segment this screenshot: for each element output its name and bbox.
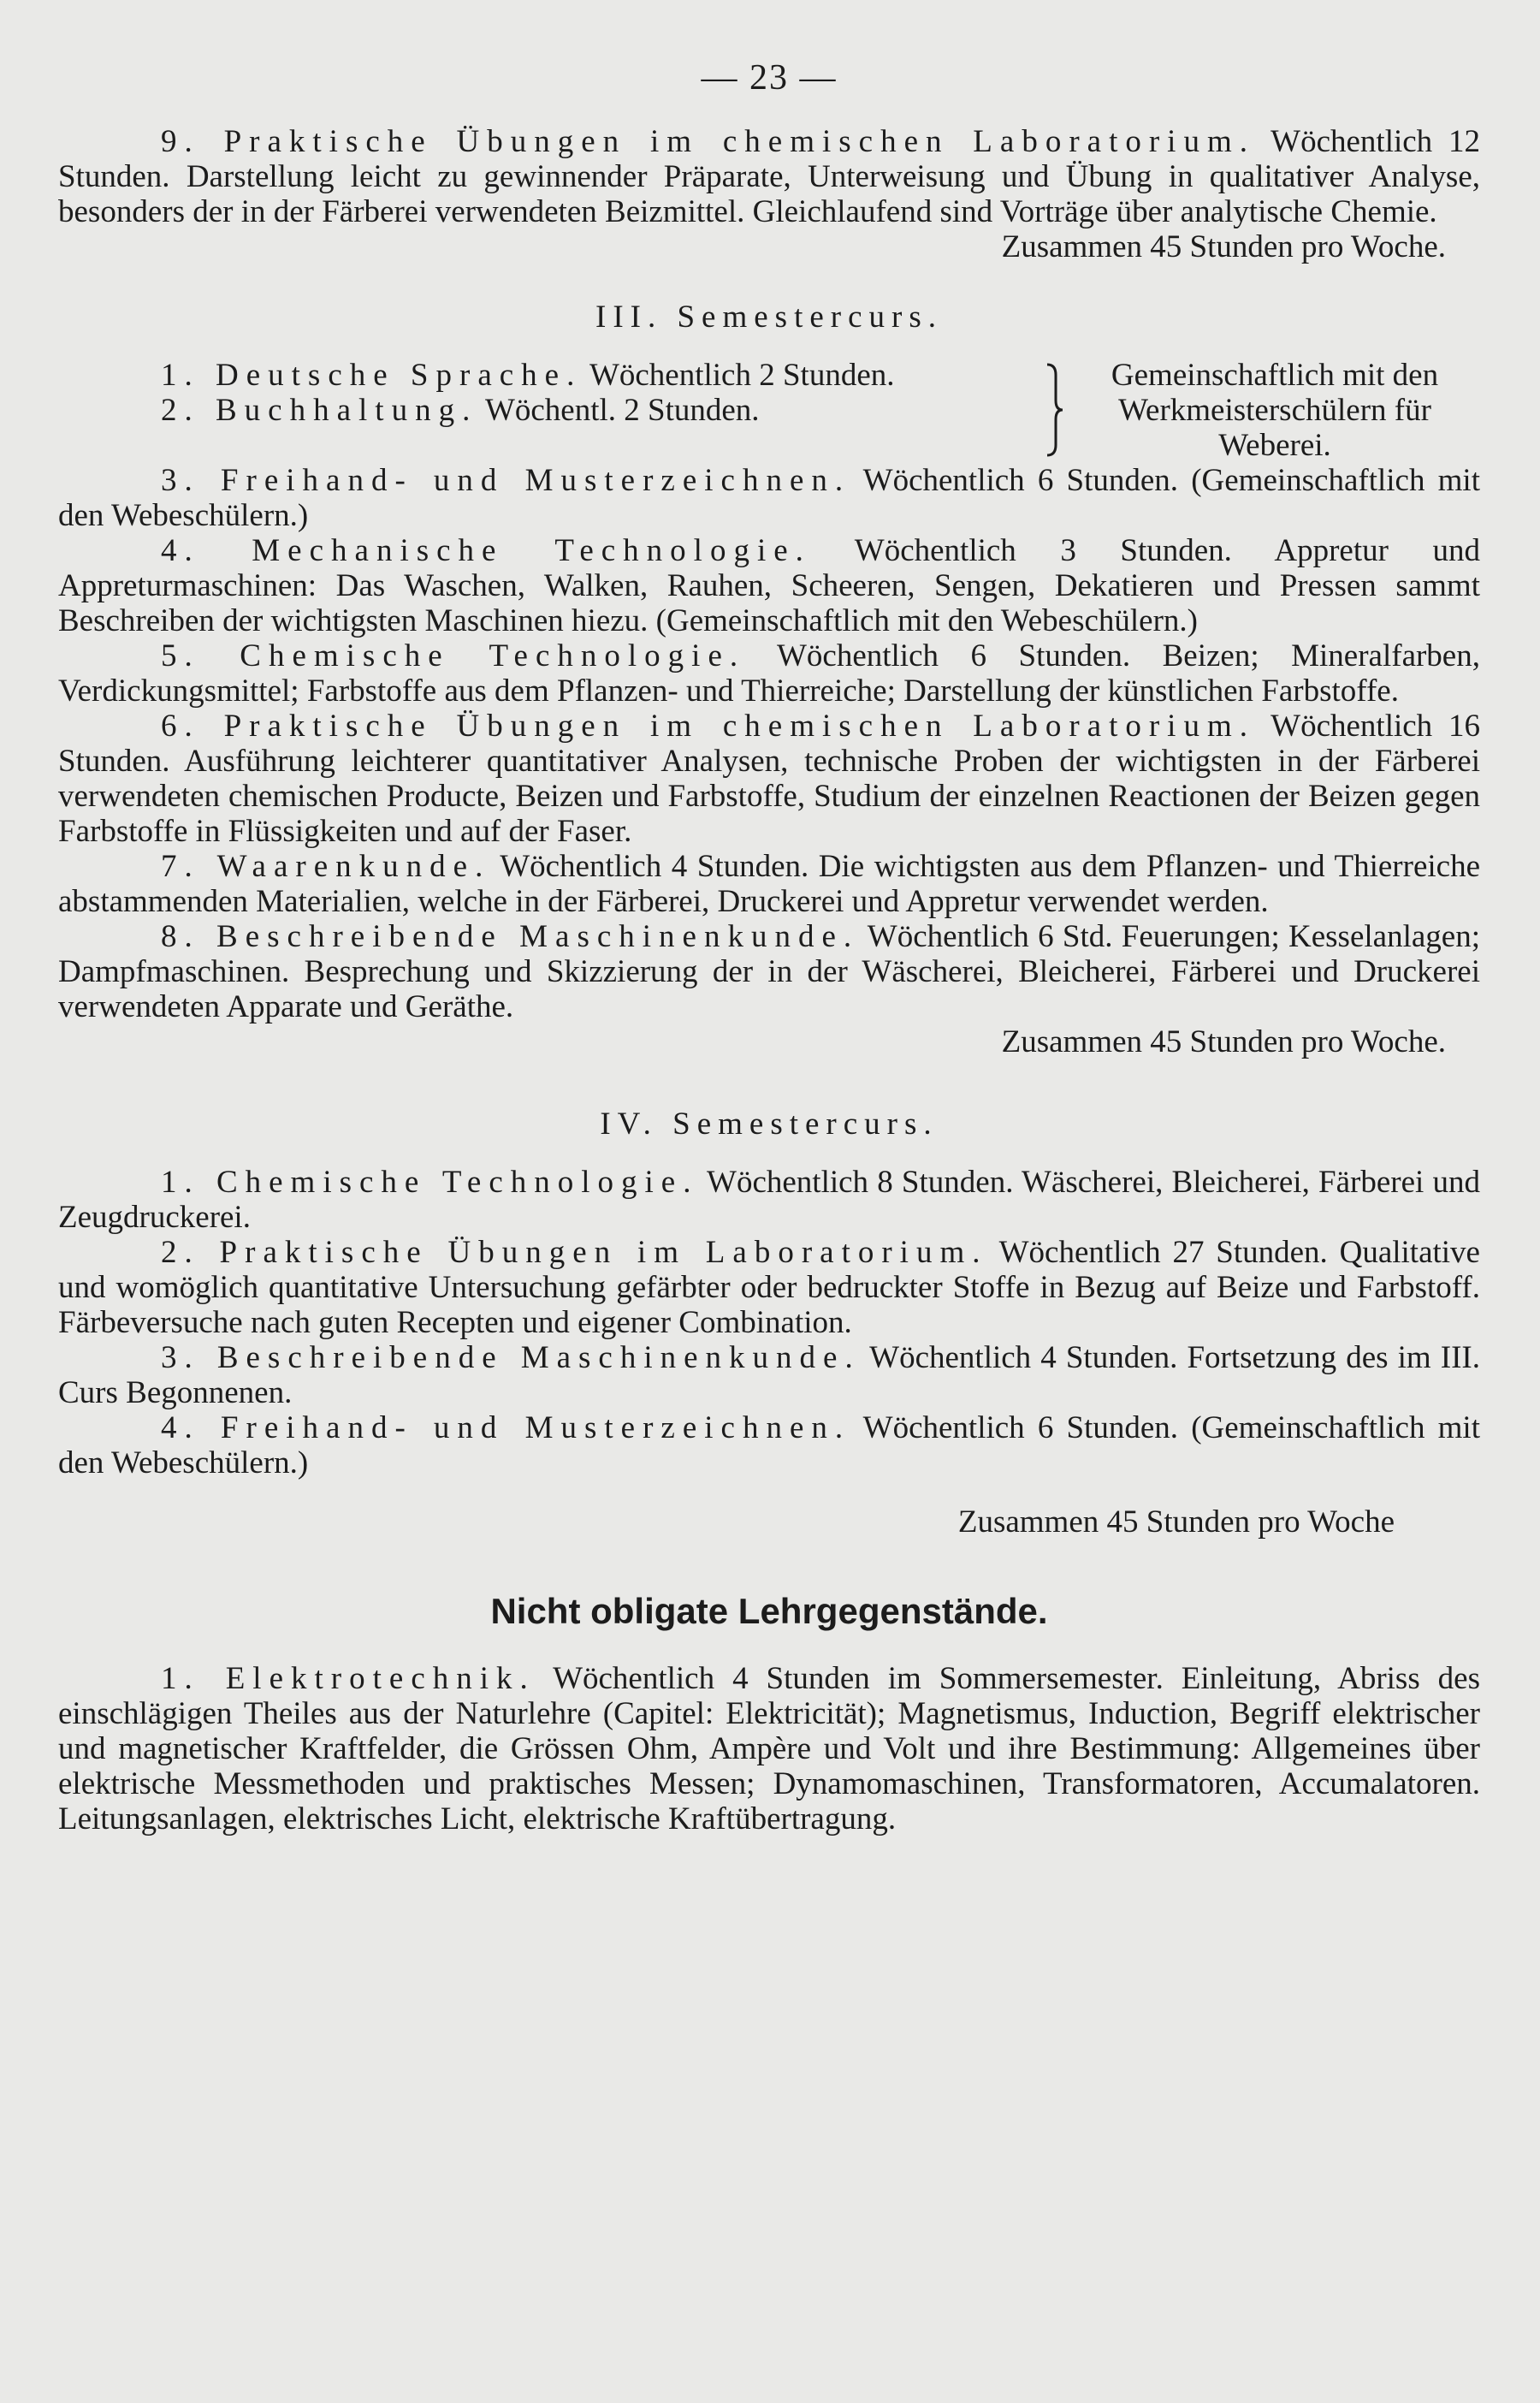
- list-item-heading: 2. Praktische Übungen im Laboratorium.: [161, 1235, 988, 1270]
- list-item: [58, 533, 1480, 638]
- list-item-text: Wöchentlich 2 Stunden.: [589, 358, 895, 393]
- list-item-text: Wöchentlich 4 Stunden. Fortsetzung des im III. Curs Begonnenen.: [58, 1340, 1481, 1410]
- semester3-title: III. Semestercurs.: [595, 300, 943, 335]
- semester3-shared-items: [58, 358, 1040, 463]
- list-item-heading: 3. Beschreibende Maschinenkunde.: [161, 1340, 861, 1375]
- list-item: [58, 919, 1480, 1024]
- list-item-heading: 1. Deutsche Sprache.: [161, 358, 583, 393]
- list-item-heading: 1. Elektrotechnik.: [161, 1661, 536, 1696]
- list-item-text: Wöchentlich 4 Stunden im Sommersemester. Einleitung, Abriss des einschlägigen Theiles aus der Naturlehre (Capitel: Elektricität); Magnetismus, Induction, Begriff elektrischer und magnetischer Kraftfelder, die Grössen Ohm, Ampère und Volt und ihre Bestimmung: Allgemeines über elektrische Messmethoden und praktisches Messen; Dynamomaschinen, Transformatoren, Accumalatoren. Leitungsanlagen, elektrisches Licht, elektrische Kraftübertragung.: [58, 1661, 1480, 1836]
- list-item: [58, 638, 1480, 709]
- list-item-heading: 5. Chemische Technologie.: [161, 638, 746, 673]
- list-item-text: Wöchentlich 3 Stunden. Appretur und Appreturmaschinen: Das Waschen, Walken, Rauhen, Scheeren, Sengen, Dekatieren und Pressen sammt Beschreiben der wichtigsten Maschinen hiezu. (Gemeinschaftlich mit den Webeschülern.): [58, 533, 1480, 638]
- semester4-total: Zusammen 45 Stunden pro Woche: [957, 1504, 1395, 1540]
- list-item: [58, 358, 1040, 393]
- list-item-text: Wöchentlich 27 Stunden. Qualitative und womöglich quantitative Untersuchung gefärbter oder bedruckter Stoffe in Bezug auf Beize und Farbstoff. Färbeversuche nach guten Recepten und eigener Combination.: [58, 1235, 1480, 1340]
- list-item-heading: 8. Beschreibende Maschinenkunde.: [161, 919, 860, 954]
- list-item: [58, 1165, 1480, 1235]
- list-item-heading: 4. Mechanische Technologie.: [161, 533, 811, 568]
- list-item-heading: 6. Praktische Übungen im chemischen Laboratorium.: [161, 709, 1255, 744]
- list-item-text: Wöchentlich 4 Stunden. Die wichtigsten aus dem Pflanzen- und Thierreiche abstammenden Materialien, welche in der Färberei, Druckerei und Appretur verwendet werden.: [58, 849, 1480, 919]
- intro-item-heading: 9. Praktische Übungen im chemischen Laboratorium.: [161, 124, 1255, 159]
- intro-item-text: Wöchentlich 12 Stunden. Darstellung leicht zu gewinnender Präparate, Unterweisung und Übung in qualitativer Analyse, besonders der in der Färberei verwendeten Beizmittel. Gleichlaufend sind Vorträge über analytische Chemie.: [58, 124, 1481, 229]
- list-item: [58, 463, 1480, 533]
- list-item-heading: 1. Chemische Technologie.: [161, 1165, 699, 1200]
- list-item: [58, 393, 1040, 428]
- list-item: [58, 1340, 1480, 1410]
- curly-brace-icon: [1040, 358, 1069, 463]
- list-item: [58, 709, 1480, 849]
- list-item-text: Wöchentlich 6 Stunden. (Gemeinschaftlich mit den Webeschülern.): [58, 463, 1480, 533]
- intro-item: [58, 124, 1480, 229]
- semester3-shared-block: [58, 358, 1480, 463]
- semester4-title: IV. Semestercurs.: [600, 1107, 939, 1142]
- list-item: [58, 849, 1480, 919]
- list-item-text: Wöchentl. 2 Stunden.: [484, 393, 760, 428]
- intro-total: Zusammen 45 Stunden pro Woche.: [1001, 229, 1446, 264]
- list-item-text: Wöchentlich 6 Stunden. Beizen; Mineralfarben, Verdickungsmittel; Farbstoffe aus dem Pflanzen- und Thierreiche; Darstellung der künstlichen Farbstoffe.: [58, 638, 1480, 709]
- list-item-text: Wöchentlich 16 Stunden. Ausführung leichterer quantitativer Analysen, technische Proben der wichtigsten in der Färberei verwendeten chemischen Producte, Beizen und Farbstoffe, Studium der einzelnen Reactionen der Beizen gegen Farbstoffe in Flüssigkeiten und auf der Faser.: [58, 709, 1481, 849]
- list-item-heading: 3. Freihand- und Musterzeichnen.: [161, 463, 851, 498]
- semester3-shared-note: Gemeinschaftlich mit den Werkmeisterschülern für Weberei.: [1111, 358, 1439, 463]
- optional-subjects-title: Nicht obligate Lehrgegenstände.: [490, 1591, 1048, 1631]
- list-item-text: Wöchentlich 8 Stunden. Wäscherei, Bleicherei, Färberei und Zeugdruckerei.: [58, 1165, 1480, 1235]
- list-item: [58, 1410, 1480, 1480]
- list-item: [58, 1661, 1480, 1836]
- list-item-heading: 2. Buchhaltung.: [161, 393, 478, 428]
- list-item-text: Wöchentlich 6 Std. Feuerungen; Kesselanlagen; Dampfmaschinen. Besprechung und Skizzierung der in der Wäscherei, Bleicherei, Färberei und Druckerei verwendeten Apparate und Geräthe.: [58, 919, 1480, 1024]
- list-item-heading: 7. Waarenkunde.: [161, 849, 491, 884]
- page-number: — 23 —: [701, 58, 838, 98]
- list-item: [58, 1235, 1480, 1340]
- semester3-total: Zusammen 45 Stunden pro Woche.: [1001, 1024, 1446, 1059]
- list-item-heading: 4. Freihand- und Musterzeichnen.: [161, 1410, 851, 1445]
- list-item-text: Wöchentlich 6 Stunden. (Gemeinschaftlich mit den Webeschülern.): [58, 1410, 1480, 1480]
